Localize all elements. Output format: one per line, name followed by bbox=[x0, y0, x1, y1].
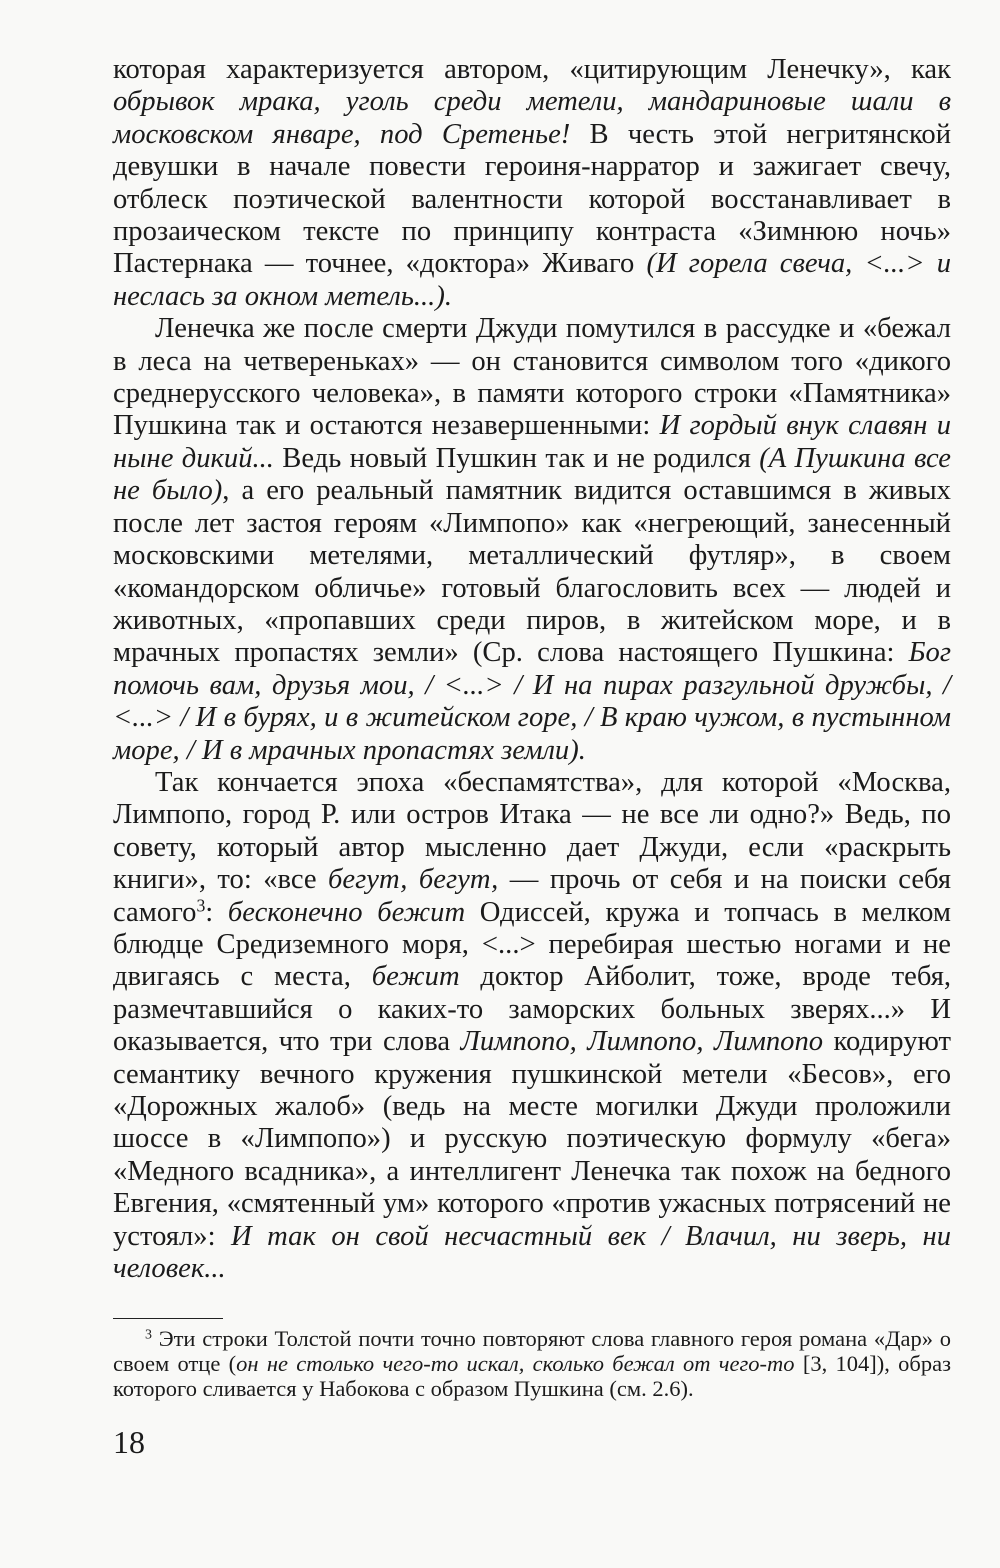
footnote-marker: 3 bbox=[196, 894, 206, 915]
paragraph-text-run: Одиссей, кружа и топчась в мелком блюдце Средиземного моря, <...> перебирая шестью ногами и не двигаясь с места, bbox=[113, 896, 951, 993]
footnote-marker: 3 bbox=[145, 1327, 152, 1343]
paragraph-italic-run: И гордый внук славян и ныне дикий... bbox=[113, 410, 951, 474]
paragraph-text-run: Ведь новый Пушкин так и не родился bbox=[273, 442, 760, 474]
paragraph-italic-run: бесконечно бежит bbox=[227, 896, 466, 928]
paragraph-text-run: Так кончается эпоха «беспамятства», для которой «Москва, Лимпопо, город Р. или остров Итака — не все ли одно?» Ведь, по совету, который автор мысленно дает Джуди, если «раскрыть книги», то: «все bbox=[113, 766, 951, 896]
paragraph-text-run: , а его реальный памятник видится оставшимся в живых после лет застоя героям «Лимпопо» как «негреющий, занесенный московскими метелями, металлический футляр», в своем «командорском обличье» готовый благословить всех — людей и животных, «пропавших среди пиров, в житейском море, и в мрачных пропастях земли» (Ср. слова настоящего Пушкина: bbox=[113, 475, 951, 669]
paragraph-italic-run: И так он свой несчастный век / Влачил, ни зверь, ни человек... bbox=[113, 1220, 952, 1285]
paragraph-italic-run: Бог помочь вам, друзья мои, / <...> / И на пирах разгульной дружбы, / <...> / И в бурях, и в житейском горе, / В краю чужом, в пустынном море, / И в мрачных пропастях земли). bbox=[113, 637, 951, 766]
page-number: 18 bbox=[113, 1424, 145, 1460]
paragraph-text-run: — прочь от себя и на поиски себя самого bbox=[113, 864, 952, 928]
paragraph-italic-run: Лимпопо, Лимпопо, Лимпопо bbox=[460, 1026, 824, 1058]
paragraph-text-run: В честь этой негритянской девушки в начале повести героиня-нарратор и зажигает свечу, отблеск поэтической валентности которой восстанавливает в прозаическом тексте по принципу контраста «Зимнюю ночь» Пастернака — точнее, «доктора» Живаго bbox=[113, 118, 951, 280]
body-text bbox=[113, 54, 951, 1285]
footnote-divider bbox=[113, 1318, 223, 1319]
paragraph-2 bbox=[113, 313, 951, 767]
footnote-3 bbox=[113, 1326, 951, 1401]
footnote-italic-run: он не столько чего-то искал, сколько бежал от чего-то bbox=[236, 1351, 795, 1376]
paragraph-italic-run: обрывок мрака, уголь среди метели, мандариновые шали в московском январе, под Сретенье! bbox=[113, 86, 951, 150]
footnote-text-run: [3, 104]), образ которого сливается у Набокова с образом Пушкина (см. 2.6). bbox=[113, 1351, 951, 1401]
paragraph-text-run: доктор Айболит, тоже, вроде тебя, размечтавшийся о каких-то заморских больных зверях...» И оказывается, что три слова bbox=[113, 961, 951, 1058]
paragraph-text-run: которая характеризуется автором, «цитирующим Ленечку», как bbox=[113, 54, 951, 85]
footnote-text-run: Эти строки Толстой почти точно повторяют слова главного героя романа «Дар» о своем отце ( bbox=[113, 1326, 951, 1376]
paragraph-text-run: Ленечка же после смерти Джуди помутился в рассудке и «бежал в леса на четвереньках» — он становится символом того «дикого среднерусского человека», в памяти которого строки «Памятника» Пушкина так и остаются незавершенными: bbox=[113, 313, 951, 442]
paragraph-3 bbox=[113, 767, 951, 1286]
paragraph-italic-run: бегут, бегут, bbox=[328, 864, 499, 896]
paragraph-italic-run: бежит bbox=[371, 961, 460, 993]
paragraph-text-run: кодируют семантику вечного кружения пушкинской метели «Бесов», его «Дорожных жалоб» (ведь на месте могилки Джуди проложили шоссе в «Лимпопо») и русскую поэтическую формулу «бега» «Медного всадника», а интеллигент Ленечка так похож на бедного Евгения, «смятенный ум» которого «против ужасных потрясений не устоял»: bbox=[113, 1026, 951, 1252]
paragraph-italic-run: (И горела свеча, <...> и неслась за окном метель...). bbox=[113, 248, 951, 312]
paragraph-1 bbox=[113, 54, 951, 313]
paragraph-italic-run: (А Пушкина все не было) bbox=[113, 442, 951, 507]
paragraph-text-run: : bbox=[205, 896, 228, 928]
